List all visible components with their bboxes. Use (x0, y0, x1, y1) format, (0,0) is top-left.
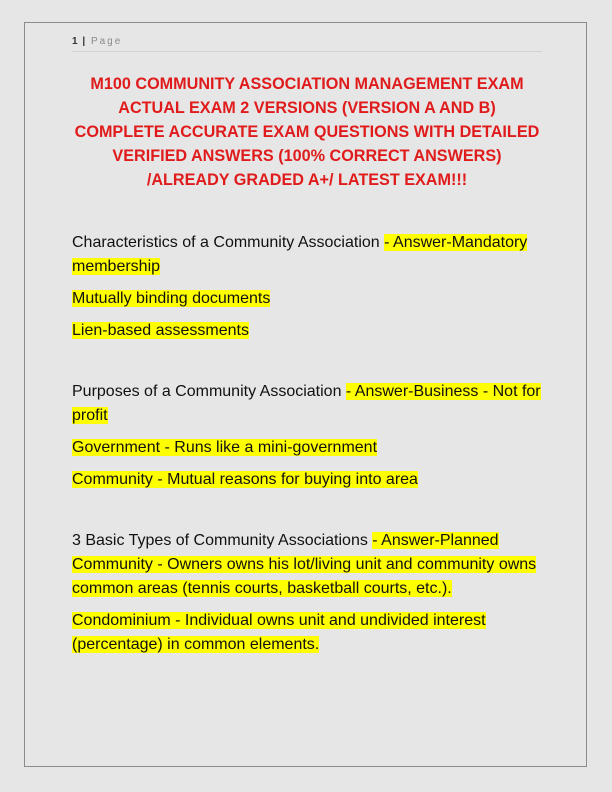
answer-line (72, 609, 544, 657)
qa-question-line (72, 380, 544, 428)
question-text: Purposes of a Community Association (72, 383, 346, 400)
qa-question-line (72, 231, 544, 279)
page-header (72, 36, 122, 47)
answer-text: - Answer-Mandatory membership (72, 234, 528, 275)
answer-text: Community - Mutual reasons for buying into area (72, 471, 418, 488)
document-title: M100 COMMUNITY ASSOCIATION MANAGEMENT EXAM ACTUAL EXAM 2 VERSIONS (VERSION A AND B) COMPLETE ACCURATE EXAM QUESTIONS WITH DETAILED VERIFIED ANSWERS (100% CORRECT ANSWERS) /ALREADY GRADED A+/ LATEST EXAM!!! (74, 75, 540, 189)
page-number: 1 (72, 36, 79, 47)
answer-line (72, 319, 544, 343)
qa-section-3 (72, 529, 544, 657)
question-text: 3 Basic Types of Community Associations (72, 532, 373, 549)
header-divider (72, 51, 542, 52)
document-body (72, 231, 544, 694)
answer-text: - Answer-Business - Not for profit (72, 383, 541, 424)
answer-text: Government - Runs like a mini-government (72, 439, 378, 456)
qa-section-1 (72, 231, 544, 343)
answer-text: Mutually binding documents (72, 290, 271, 307)
page-label: Page (90, 36, 123, 47)
page-header-separator: | (82, 36, 86, 47)
answer-line (72, 287, 544, 311)
answer-text: - Answer-Planned Community - Owners owns his lot/living unit and community owns common areas (tennis courts, basketball courts, etc.). (72, 532, 537, 597)
qa-question-line (72, 529, 544, 601)
document-page (24, 22, 587, 767)
question-text: Characteristics of a Community Association (72, 234, 385, 251)
qa-section-2 (72, 380, 544, 492)
answer-line (72, 468, 544, 492)
answer-text: Condominium - Individual owns unit and undivided interest (percentage) in common elements. (72, 612, 486, 653)
answer-line (72, 436, 544, 460)
answer-text: Lien-based assessments (72, 322, 249, 339)
